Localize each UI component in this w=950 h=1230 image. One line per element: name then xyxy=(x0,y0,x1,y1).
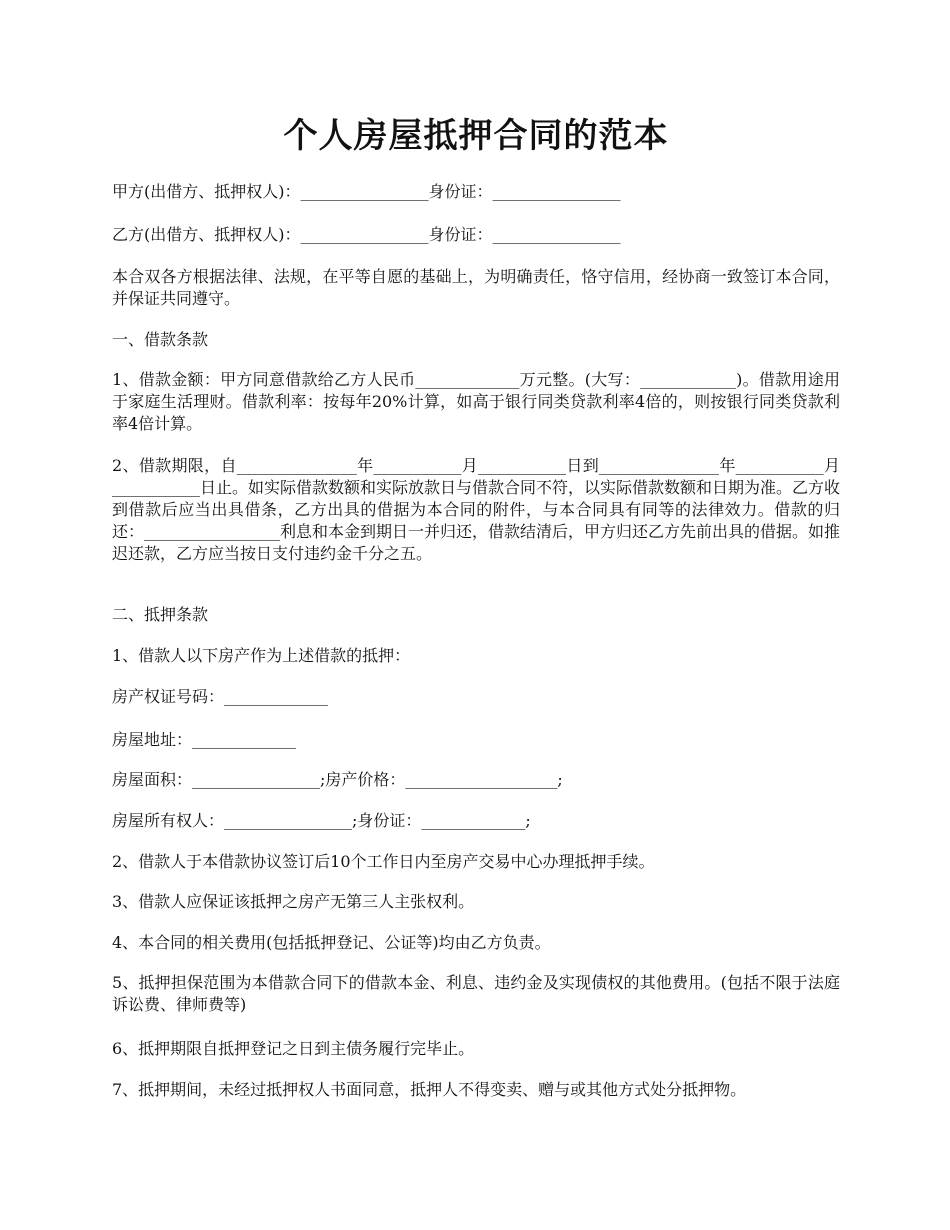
clause-disposal-restriction: 7、抵押期间，未经过抵押权人书面同意，抵押人不得变卖、赠与或其他方式处分抵押物。 xyxy=(112,1080,747,1099)
field-property-address: 房屋地址：_____________ xyxy=(112,730,297,749)
section-heading-loan-terms: 一、借款条款 xyxy=(112,330,209,349)
party-b-line: 乙方(出借方、抵押权人)：________________身份证：________________ xyxy=(112,225,621,244)
party-a-line: 甲方(出借方、抵押权人)：________________身份证：________________ xyxy=(112,182,621,201)
clause-guarantee-scope: 5、抵押担保范围为本借款合同下的借款本金、利息、违约金及实现债权的其他费用。(包括不限于法庭诉讼费、律师费等) xyxy=(112,973,840,1014)
clause-mortgage-property: 1、借款人以下房产作为上述借款的抵押： xyxy=(112,646,411,665)
clause-fees: 4、本合同的相关费用(包括抵押登记、公证等)均由乙方负责。 xyxy=(112,933,551,952)
clause-mortgage-period: 6、抵押期限自抵押登记之日到主债务履行完毕止。 xyxy=(112,1039,475,1058)
section-heading-mortgage-terms: 二、抵押条款 xyxy=(112,605,209,624)
clause-loan-amount: 1、借款金额：甲方同意借款给乙方人民币_____________万元整。(大写：____________)。借款用途用于家庭生活理财。借款利率：按每年20%计算，如高于银行同类贷款利率4倍的，则按银行同类贷款利率4倍计算。 xyxy=(112,370,840,433)
field-property-cert-number: 房产权证号码：_____________ xyxy=(112,687,329,706)
field-property-area-price: 房屋面积：________________;房产价格：___________________; xyxy=(112,770,563,789)
field-property-owner-id: 房屋所有权人：________________;身份证：_____________; xyxy=(112,811,531,830)
clause-loan-term: 2、借款期限，自_______________年___________月___________日到_______________年___________月___________日止。如实际借款数额和实际放款日与借款合同不符，以实际借款数额和日期为准。乙方收到借款后应当出具借条，乙方出具的借据为本合同的附件，与本合同具有同等的法律效力。借款的归还：_________________利息和本金到期日一并归还，借款结清后，甲方归还乙方先前出具的借据。如推迟还款，乙方应当按日支付违约金千分之五。 xyxy=(112,456,841,563)
clause-no-third-party-claims: 3、借款人应保证该抵押之房产无第三人主张权利。 xyxy=(112,892,475,911)
clause-mortgage-registration: 2、借款人于本借款协议签订后10个工作日内至房产交易中心办理抵押手续。 xyxy=(112,852,655,871)
preamble-paragraph: 本合双各方根据法律、法规，在平等自愿的基础上，为明确责任，恪守信用，经协商一致签订本合同，并保证共同遵守。 xyxy=(112,267,840,308)
document-title: 个人房屋抵押合同的范本 xyxy=(283,116,669,156)
